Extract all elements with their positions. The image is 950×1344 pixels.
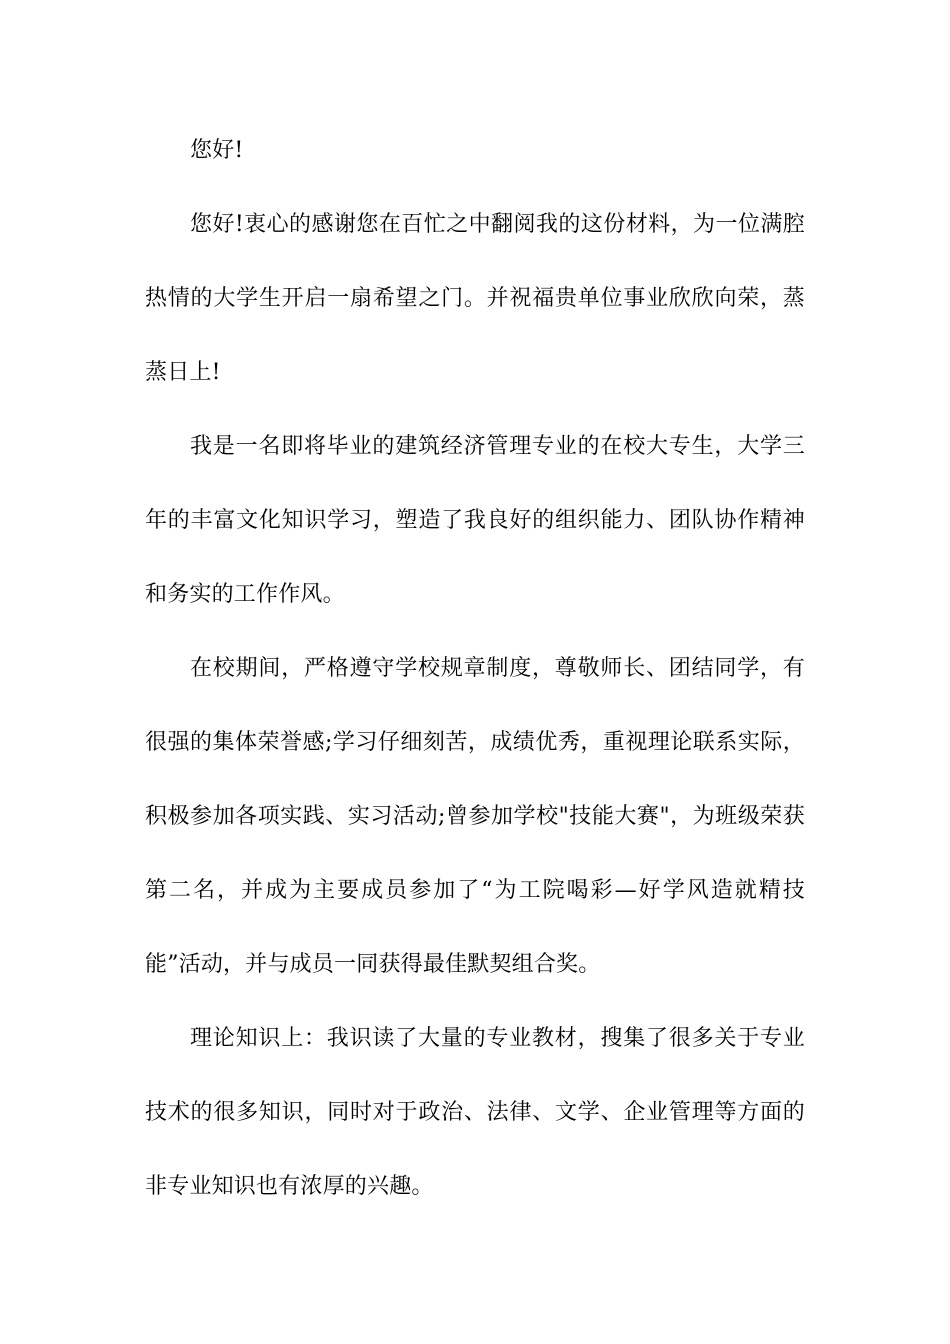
greeting: 您好! xyxy=(190,138,244,163)
paragraph-school-performance: 在校期间，严格遵守学校规章制度，尊敬师长、团结同学，有很强的集体荣誉感;学习仔细刻苦，成绩优秀，重视理论联系实际，积极参加各项实践、实习活动;曾参加学校"技能大赛"，为班级荣获第二名，并成为主要成员参加了“为工院喝彩—好学风造就精技能”活动，并与成员一同获得最佳默契组合奖。 xyxy=(145,656,805,977)
paragraph-thanks: 您好!衷心的感谢您在百忙之中翻阅我的这份材料，为一位满腔热情的大学生开启一扇希望之门。并祝福贵单位事业欣欣向荣，蒸蒸日上! xyxy=(145,212,805,385)
document-body xyxy=(145,114,805,1224)
paragraph-introduction: 我是一名即将毕业的建筑经济管理专业的在校大专生，大学三年的丰富文化知识学习，塑造了我良好的组织能力、团队协作精神和务实的工作作风。 xyxy=(145,434,805,607)
paragraph-theoretical-knowledge: 理论知识上：我识读了大量的专业教材，搜集了很多关于专业技术的很多知识，同时对于政治、法律、文学、企业管理等方面的非专业知识也有浓厚的兴趣。 xyxy=(145,1026,805,1199)
